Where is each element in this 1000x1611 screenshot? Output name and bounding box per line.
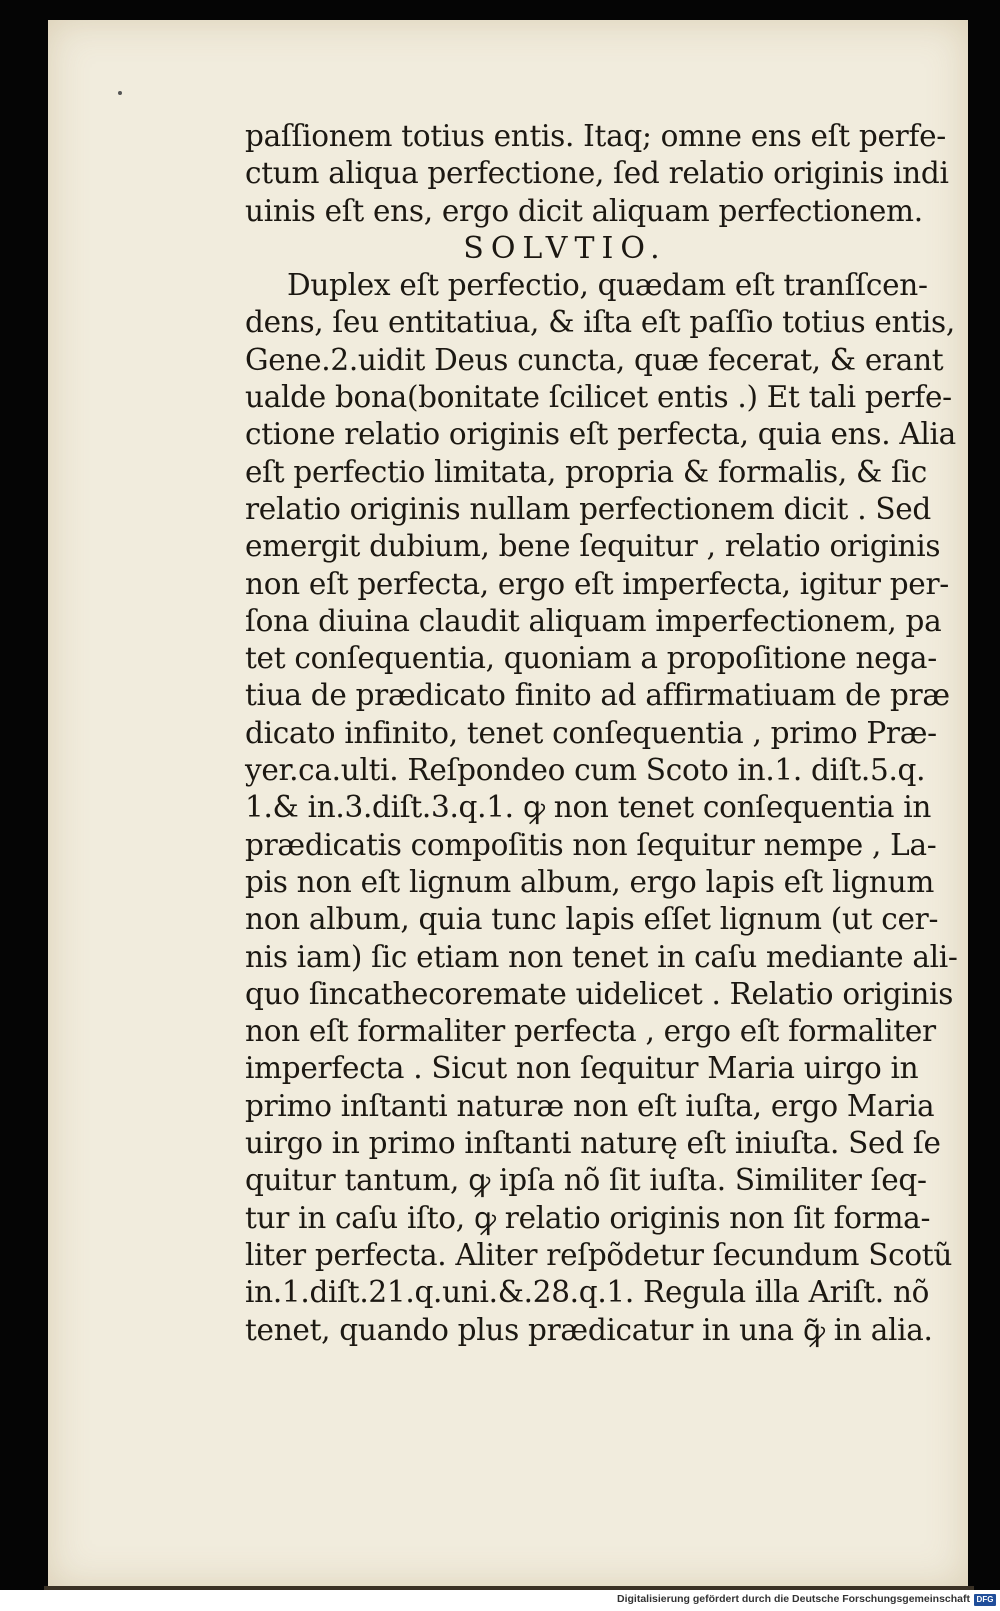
text-line: dens, ſeu entitatiua, & iſta eſt paſſio totius entis, [245, 305, 955, 340]
text-line: non album, quia tunc lapis eſſet lignum (ut cer- [245, 902, 939, 937]
text-line: Gene.2.uidit Deus cuncta, quæ fecerat, & erant [245, 342, 944, 377]
text-line: uirgo in primo inſtanti naturę eſt iniuſta. Sed ſe [245, 1126, 941, 1161]
footer-bar [0, 1590, 1000, 1611]
text-line: ctum aliqua perfectione, ſed relatio originis indi [245, 156, 949, 191]
text-line: pis non eſt lignum album, ergo lapis eſt lignum [245, 864, 934, 899]
text-line: emergit dubium, bene ſequitur , relatio originis [245, 529, 941, 564]
text-line: ctione relatio originis eſt perfecta, quia ens. Alia [245, 417, 956, 452]
dfg-logo-icon[interactable]: DFG [974, 1594, 996, 1606]
text-line: primo inſtanti naturæ non eſt iuſta, ergo Maria [245, 1088, 935, 1123]
text-line: uinis eſt ens, ergo dicit aliquam perfectionem. [245, 193, 923, 228]
text-line: Duplex eſt perfectio, quædam eſt tranſſcen- [287, 268, 928, 303]
page-text [245, 118, 958, 1349]
text-line: 1.& in.3.diſt.3.q.1. ꝙ non tenet conſequentia in [245, 790, 932, 825]
text-line: in.1.diſt.21.q.uni.&.28.q.1. Regula illa Ariſt. nõ [245, 1275, 930, 1310]
text-line: tur in caſu iſto, ꝙ relatio originis non ſit forma- [245, 1200, 931, 1235]
text-line: prædicatis compoſitis non ſequitur nempe , La- [245, 827, 937, 862]
text-line: ualde bona(bonitate ſcilicet entis .) Et tali perfe- [245, 380, 952, 415]
text-line: liter perfecta. Aliter reſpõdetur ſecundum Scotũ [245, 1237, 953, 1272]
text-line: paſſionem totius entis. Itaq; omne ens eſt perfe- [245, 119, 946, 153]
section-heading: SOLVTIO. [463, 230, 667, 266]
text-line: dicato infinito, tenet conſequentia , primo Præ- [245, 715, 937, 750]
text-line: imperfecta . Sicut non ſequitur Maria uirgo in [245, 1051, 919, 1086]
text-line: quo ſincathecoremate uidelicet . Relatio originis [245, 976, 954, 1011]
text-line: nis iam) ſic etiam non tenet in caſu mediante ali- [245, 939, 958, 974]
text-line: non eſt perfecta, ergo eſt imperfecta, igitur per- [245, 566, 949, 601]
text-line: eſt perfectio limitata, propria & formalis, & ſic [245, 454, 927, 489]
text-line: non eſt formaliter perfecta , ergo eſt formaliter [245, 1014, 936, 1049]
text-line: tiua de prædicato finito ad affirmatiuam de præ [245, 678, 950, 713]
dust-speck [118, 91, 122, 95]
text-line: yer.ca.ulti. Reſpondeo cum Scoto in.1. diſt.5.q. [245, 753, 926, 788]
text-line: ſona diuina claudit aliquam imperfectionem, pa [245, 603, 942, 638]
text-line: tenet, quando plus prædicatur in una ꝙ̃ in alia. [245, 1312, 933, 1347]
text-line: tet conſequentia, quoniam a propoſitione nega- [245, 641, 937, 676]
funding-credit: Digitalisierung gefördert durch die Deutsche Forschungsgemeinschaft [617, 1593, 970, 1605]
text-line: relatio originis nullam perfectionem dicit . Sed [245, 491, 931, 526]
text-line: quitur tantum, ꝙ ipſa nõ ſit iuſta. Similiter ſeq- [245, 1163, 927, 1198]
